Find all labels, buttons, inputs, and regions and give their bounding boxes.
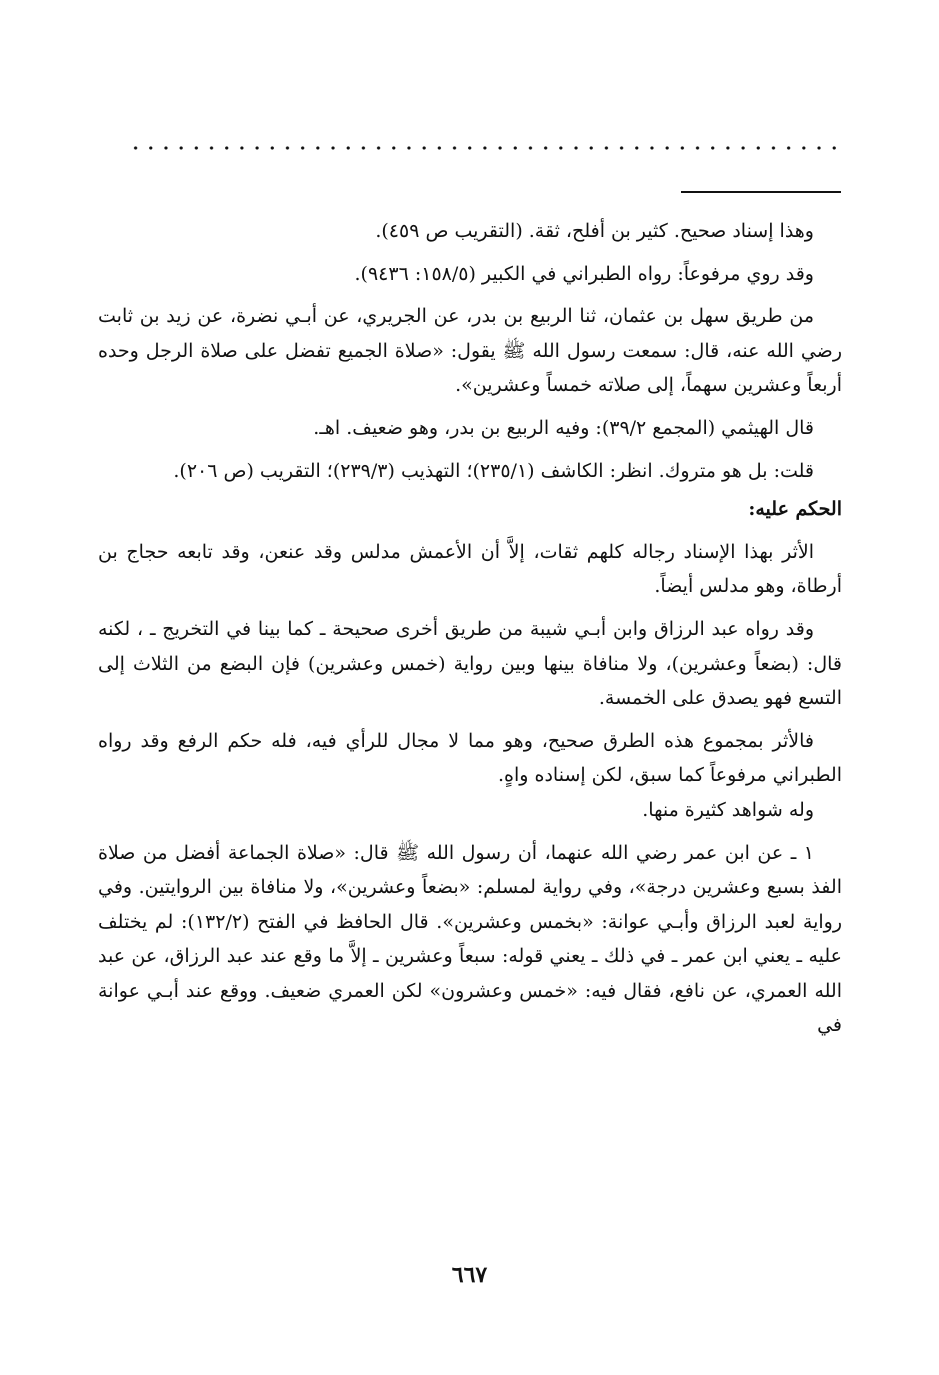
page-text	[98, 214, 842, 1043]
footnote-line: وقد روي مرفوعاً: رواه الطبراني في الكبير (١٥٨/٥: ٩٤٣٦).	[354, 262, 814, 285]
body-paragraph: ١ ـ عن ابن عمر رضي الله عنهما، أن رسول الله ﷺ قال: «صلاة الجماعة أفضل من صلاة الفذ بسبع وعشرين درجة»، وفي رواية لمسلم: «بضعاً وعشرين»، ولا منافاة بين الروايتين. وفي رواية لعبد الرزاق وأبـي عوانة: «بخمس وعشرين». قال الحافظ في الفتح (١٣٢/٢): لم يختلف عليه ـ يعني ابن عمر ـ في ذلك ـ يعني قوله: سبعاً وعشرين ـ إلاَّ ما وقع عند عبد الرزاق، عن عبد الله العمري، عن نافع، فقال فيه: «خمس وعشرون» لكن العمري ضعيف. ووقع عند أبـي عوانة في	[98, 841, 842, 1037]
page-number: ٦٦٧	[451, 1262, 488, 1288]
footnote-rule	[681, 191, 841, 193]
footnote-line: وهذا إسناد صحيح. كثير بن أفلح، ثقة. (التقريب ص ٤٥٩).	[375, 220, 814, 242]
body-paragraph: فالأثر بمجموع هذه الطرق صحيح، وهو مما لا مجال للرأي فيه، فله حكم الرفع وقد رواه الطبراني مرفوعاً كما سبق، لكن إسناده واهٍ.	[98, 729, 842, 787]
footnote-line: قلت: بل هو متروك. انظر: الكاشف (٢٣٥/١)؛ التهذيب (٢٣٩/٣)؛ التقريب (ص ٢٠٦).	[173, 459, 814, 482]
footnote-line: من طريق سهل بن عثمان، ثنا الربيع بن بدر، عن الجريري، عن أبـي نضرة، عن زيد بن ثابت رضي الله عنه، قال: سمعت رسول الله ﷺ يقول: «صلاة الجميع تفضل على صلاة الرجل وحده أربعاً وعشرين سهماً، إلى صلاته خمساً وعشرين».	[98, 305, 842, 397]
body-paragraph: وقد رواه عبد الرزاق وابن أبـي شيبة من طريق أخرى صحيحة ـ كما بينا في التخريج ـ ، لكنه قال: (بضعاً وعشرين)، ولا منافاة بينها وبين رواية (خمس وعشرين) فإن البضع من الثلاث إلى التسع فهو يصدق على الخمسة.	[98, 617, 842, 710]
body-paragraph: الأثر بهذا الإسناد رجاله كلهم ثقات، إلاَّ أن الأعمش مدلس وقد عنعن، وقد تابعه حجاج بن أرطاة، وهو مدلس أيضاً.	[98, 540, 842, 598]
section-heading: الحكم عليه:	[748, 498, 842, 521]
dotted-separator	[128, 146, 838, 150]
footnote-line: قال الهيثمي (المجمع ٣٩/٢): وفيه الربيع بن بدر، وهو ضعيف. اهـ.	[313, 416, 814, 439]
body-paragraph: وله شواهد كثيرة منها.	[642, 798, 814, 821]
